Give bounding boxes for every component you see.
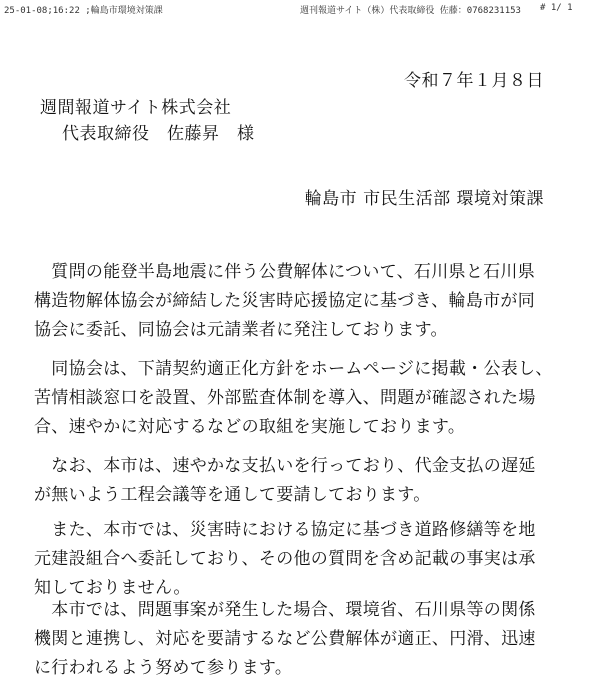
text-line: 協会に委託、同協会は元請業者に発注しております。 xyxy=(34,320,448,340)
fax-header-left: 25-01-08;16:22 ;輪島市環境対策課 xyxy=(4,6,163,16)
text-line: また、本市では、災害時における協定に基づき道路修繕等を地 xyxy=(34,520,536,540)
addressee-company: 週間報道サイト株式会社 xyxy=(40,98,232,118)
text-line: 同協会は、下請契約適正化方針をホームページに掲載・公表し、 xyxy=(34,359,553,379)
paragraph-2 xyxy=(34,355,574,442)
text-line: 知しておりません。 xyxy=(34,578,191,598)
text-line: 機関と連携し、対応を要請するなど公費解体が適正、円滑、迅速 xyxy=(34,629,536,649)
paragraph-1 xyxy=(34,258,574,345)
sender-department: 輪島市 市民生活部 環境対策課 xyxy=(304,189,544,209)
fax-header-center: 週刊報道サイト（株）代表取締役 佐藤：0768231153 xyxy=(300,6,521,16)
text-line: が無いよう工程会議等を通して要請しております。 xyxy=(34,485,431,505)
document-date: 令和７年１月８日 xyxy=(404,71,544,91)
text-line: 質問の能登半島地震に伴う公費解体について、石川県と石川県 xyxy=(34,262,536,282)
paragraph-3 xyxy=(34,452,574,510)
text-line: に行われるよう努めて参ります。 xyxy=(34,658,293,678)
addressee-person: 代表取締役 佐藤昇 様 xyxy=(62,124,255,144)
text-line: なお、本市は、速やかな支払いを行っており、代金支払の遅延 xyxy=(34,456,536,476)
paragraph-4 xyxy=(34,516,574,603)
text-line: 合、速やかに対応するなどの取組を実施しております。 xyxy=(34,417,466,437)
text-line: 元建設組合へ委託しており、その他の質問を含め記載の事実は承 xyxy=(34,549,536,569)
paragraph-5 xyxy=(34,596,574,683)
text-line: 本市では、問題事案が発生した場合、環境省、石川県等の関係 xyxy=(34,600,536,620)
fax-header-page: # 1/ 1 xyxy=(540,3,573,13)
text-line: 構造物解体協会が締結した災害時応援協定に基づき、輪島市が同 xyxy=(34,291,536,311)
text-line: 苦情相談窓口を設置、外部監査体制を導入、問題が確認された場 xyxy=(34,388,536,408)
